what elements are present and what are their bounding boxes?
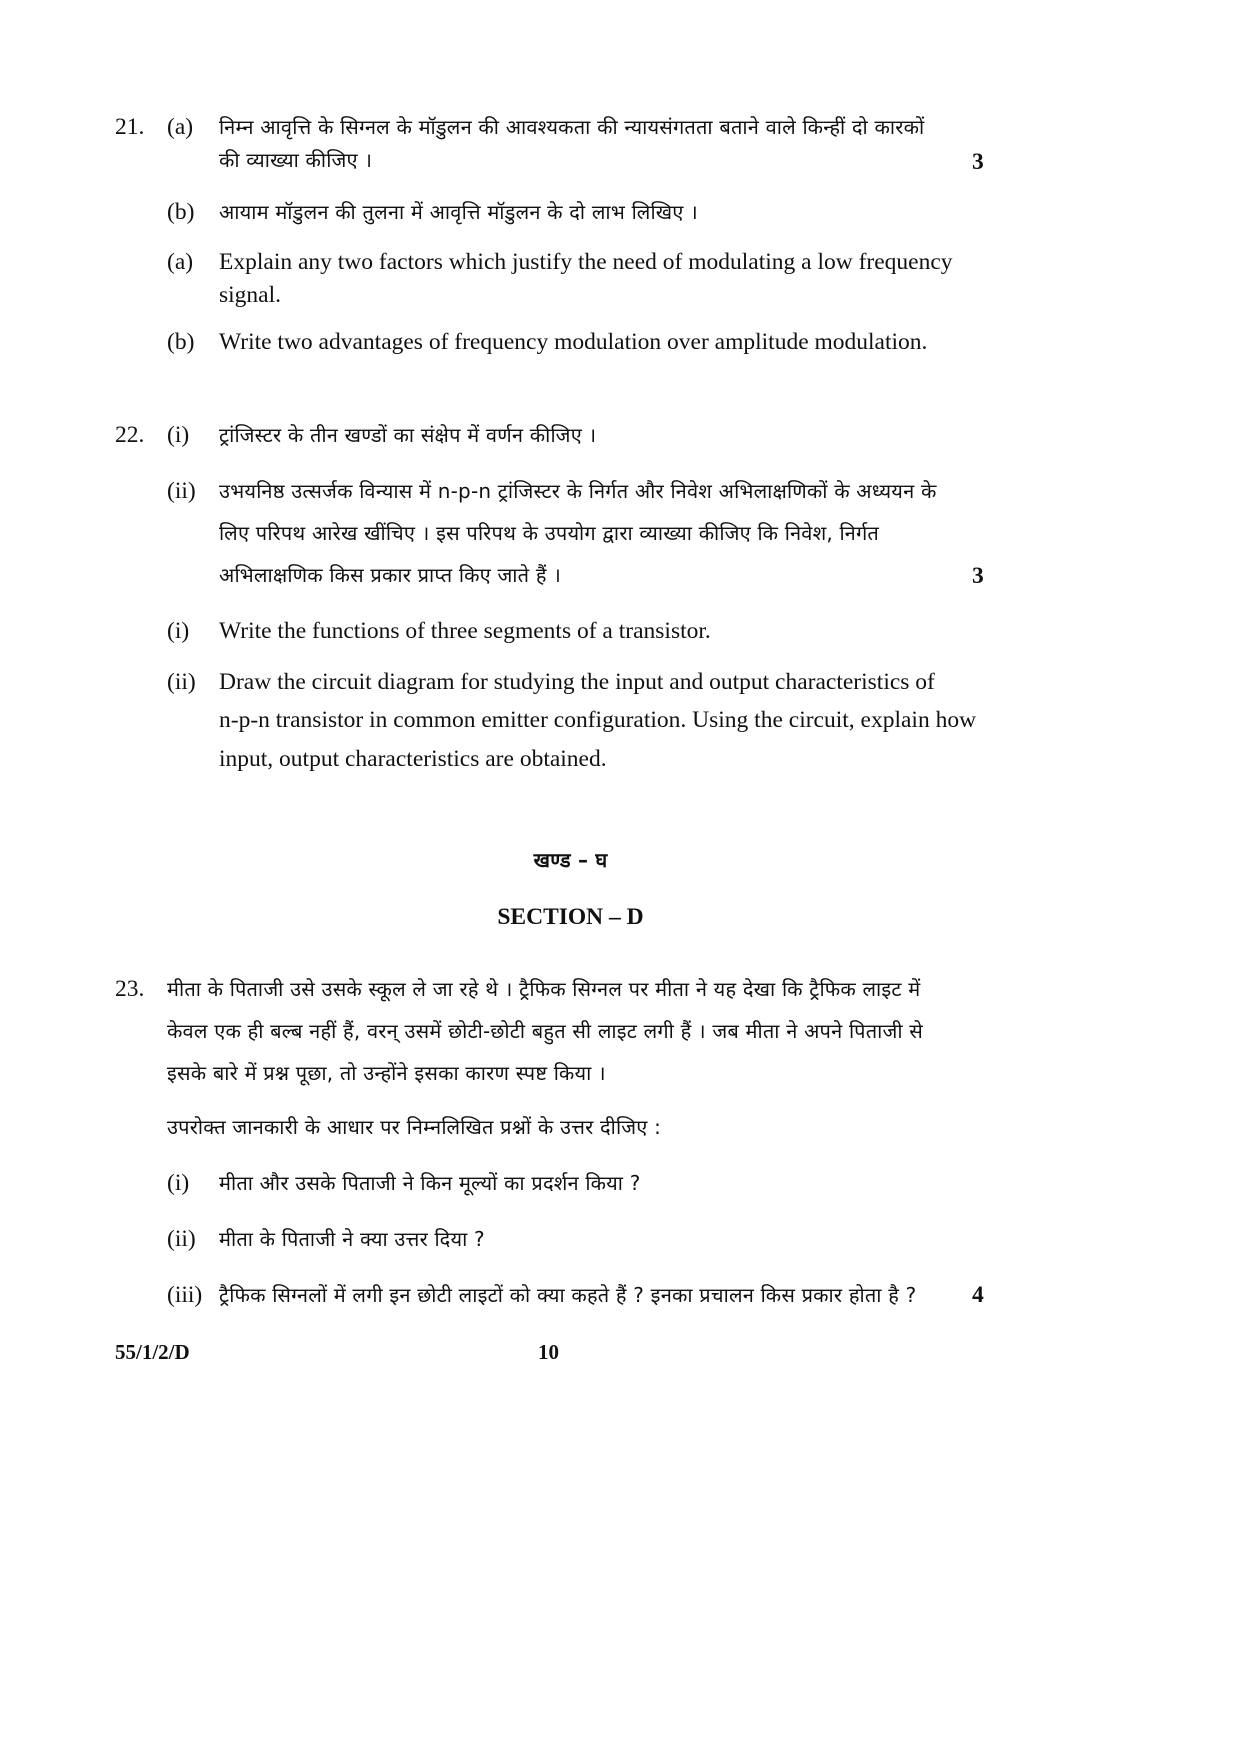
section-heading-english: SECTION – D xyxy=(497,904,644,930)
q22-hi-ii-line1: उभयनिष्ठ उत्सर्जक विन्यास में n-p-n ट्रांजिस्टर के निर्गत और निवेश अभिलाक्षणिकों के अध्ययन के xyxy=(219,479,937,503)
q21-hi-a-line2: की व्याख्या कीजिए । xyxy=(219,148,373,172)
q22-hi-ii-label: (ii) xyxy=(167,478,196,504)
q22-en-i: Write the functions of three segments of a transistor. xyxy=(219,618,711,644)
q22-en-i-label: (i) xyxy=(167,618,190,644)
q23-line2: केवल एक ही बल्ब नहीं हैं, वरन् उसमें छोटी-छोटी बहुत सी लाइट लगी हैं । जब मीता ने अपने पिताजी से xyxy=(167,1019,923,1043)
q21-en-b: Write two advantages of frequency modulation over amplitude modulation. xyxy=(219,329,928,355)
q22-en-ii-line1: Draw the circuit diagram for studying the input and output characteristics of xyxy=(219,669,935,695)
q21-hi-a-line1: निम्न आवृत्ति के सिग्नल के मॉडुलन की आवश्यकता की न्यायसंगतता बताने वाले किन्हीं दो कारकों xyxy=(219,115,925,139)
q21-en-a-line1: Explain any two factors which justify the need of modulating a low frequency xyxy=(219,249,953,275)
q21-en-a-line2: signal. xyxy=(219,282,282,308)
q21-marks: 3 xyxy=(972,149,984,175)
q23-instruction: उपरोक्त जानकारी के आधार पर निम्नलिखित प्रश्नों के उत्तर दीजिए : xyxy=(167,1115,662,1139)
section-heading-hindi: खण्ड – घ xyxy=(533,848,608,872)
q23-iii: ट्रैफिक सिग्नलों में लगी इन छोटी लाइटों को क्या कहते हैं ? इनका प्रचालन किस प्रकार होता है ? xyxy=(219,1283,917,1307)
q21-hi-b: आयाम मॉडुलन की तुलना में आवृत्ति मॉडुलन के दो लाभ लिखिए । xyxy=(219,200,698,224)
q23-i-label: (i) xyxy=(167,1170,190,1196)
q22-en-ii-line2: n-p-n transistor in common emitter configuration. Using the circuit, explain how xyxy=(219,707,977,733)
q23-ii-label: (ii) xyxy=(167,1226,196,1252)
q22-hi-i: ट्रांजिस्टर के तीन खण्डों का संक्षेप में वर्णन कीजिए । xyxy=(219,423,597,447)
q23-line3: इसके बारे में प्रश्न पूछा, तो उन्होंने इसका कारण स्पष्ट किया । xyxy=(167,1061,606,1085)
q21-en-a-label: (a) xyxy=(167,249,194,275)
q21-hi-b-label: (b) xyxy=(167,199,195,225)
q22-hi-ii-line2: लिए परिपथ आरेख खींचिए । इस परिपथ के उपयोग द्वारा व्याख्या कीजिए कि निवेश, निर्गत xyxy=(219,521,880,545)
q23-line1: मीता के पिताजी उसे उसके स्कूल ले जा रहे थे । ट्रैफिक सिग्नल पर मीता ने यह देखा कि ट्रैफिक लाइट में xyxy=(167,977,921,1001)
q23-ii: मीता के पिताजी ने क्या उत्तर दिया ? xyxy=(219,1227,485,1251)
footer-paper-code: 55/1/2/D xyxy=(115,1340,190,1364)
q22-number: 22. xyxy=(115,422,145,448)
q23-iii-label: (iii) xyxy=(167,1282,203,1308)
footer-page-number: 10 xyxy=(538,1340,559,1364)
q22-hi-i-label: (i) xyxy=(167,422,190,448)
q22-en-ii-line3: input, output characteristics are obtained. xyxy=(219,746,607,772)
q22-hi-ii-line3: अभिलाक्षणिक किस प्रकार प्राप्त किए जाते हैं । xyxy=(219,563,562,587)
q23-number: 23. xyxy=(115,976,145,1002)
q21-number: 21. xyxy=(115,114,145,140)
q22-marks: 3 xyxy=(972,563,984,589)
q23-i: मीता और उसके पिताजी ने किन मूल्यों का प्रदर्शन किया ? xyxy=(219,1171,641,1195)
q23-marks: 4 xyxy=(972,1282,984,1308)
q21-hi-a-label: (a) xyxy=(167,114,194,140)
q22-en-ii-label: (ii) xyxy=(167,669,196,695)
q21-en-b-label: (b) xyxy=(167,329,195,355)
